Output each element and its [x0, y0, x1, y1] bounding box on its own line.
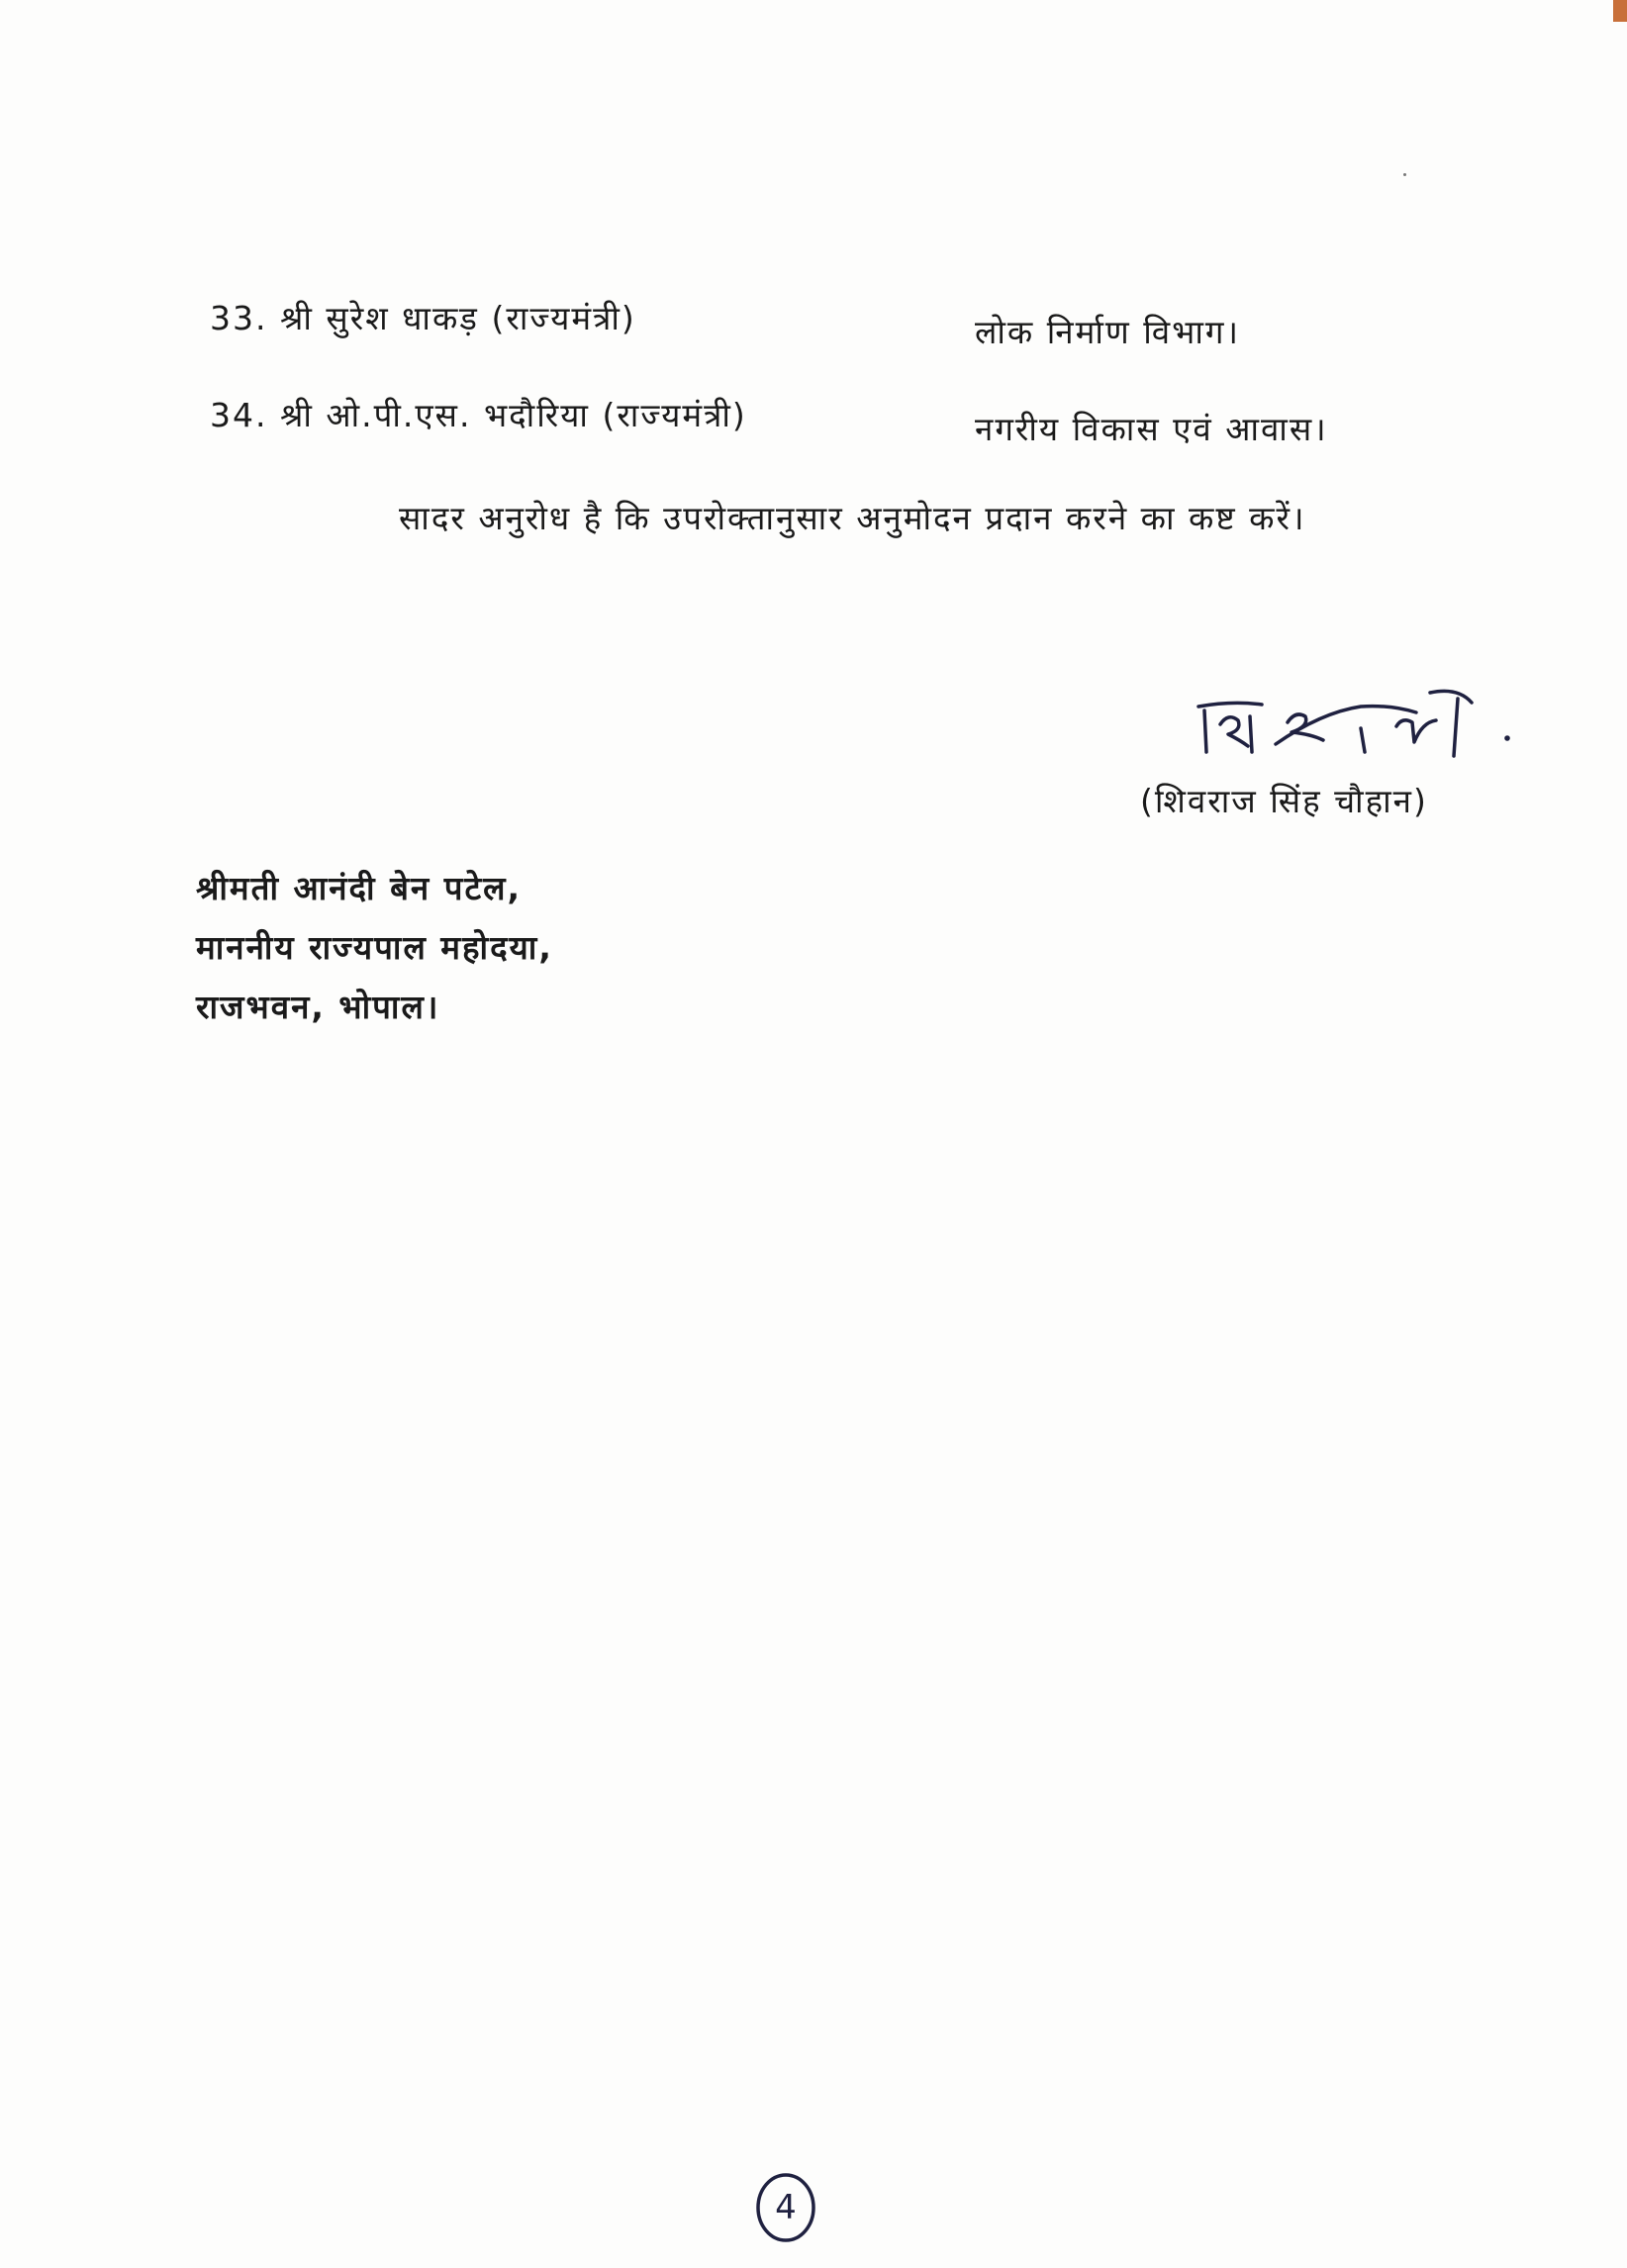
corner-mark [1613, 0, 1627, 22]
ink-speck [1403, 173, 1406, 176]
address-line: माननीय राज्यपाल महोदया, [196, 928, 553, 967]
list-item [210, 295, 636, 339]
entry-number: 33. [210, 299, 268, 337]
entry-name: श्री सुरेश धाकड़ (राज्यमंत्री) [279, 299, 636, 337]
entry-department: लोक निर्माण विभाग। [975, 313, 1240, 351]
signatory-name: (शिवराज सिंह चौहान) [1140, 782, 1428, 820]
list-item [210, 392, 747, 436]
address-line: श्रीमती आनंदी बेन पटेल, [196, 869, 523, 907]
page-number: 4 [775, 2188, 797, 2227]
address-line: राजभवन, भोपाल। [196, 988, 440, 1026]
entry-number: 34. [210, 396, 268, 434]
request-paragraph: सादर अनुरोध है कि उपरोक्तानुसार अनुमोदन प्रदान करने का कष्ट करें। [399, 499, 1306, 537]
page-number-circle [754, 2171, 817, 2244]
entry-name: श्री ओ.पी.एस. भदौरिया (राज्यमंत्री) [279, 396, 747, 434]
recipient-address [196, 859, 553, 1037]
entry-department: नगरीय विकास एवं आवास। [975, 410, 1328, 448]
